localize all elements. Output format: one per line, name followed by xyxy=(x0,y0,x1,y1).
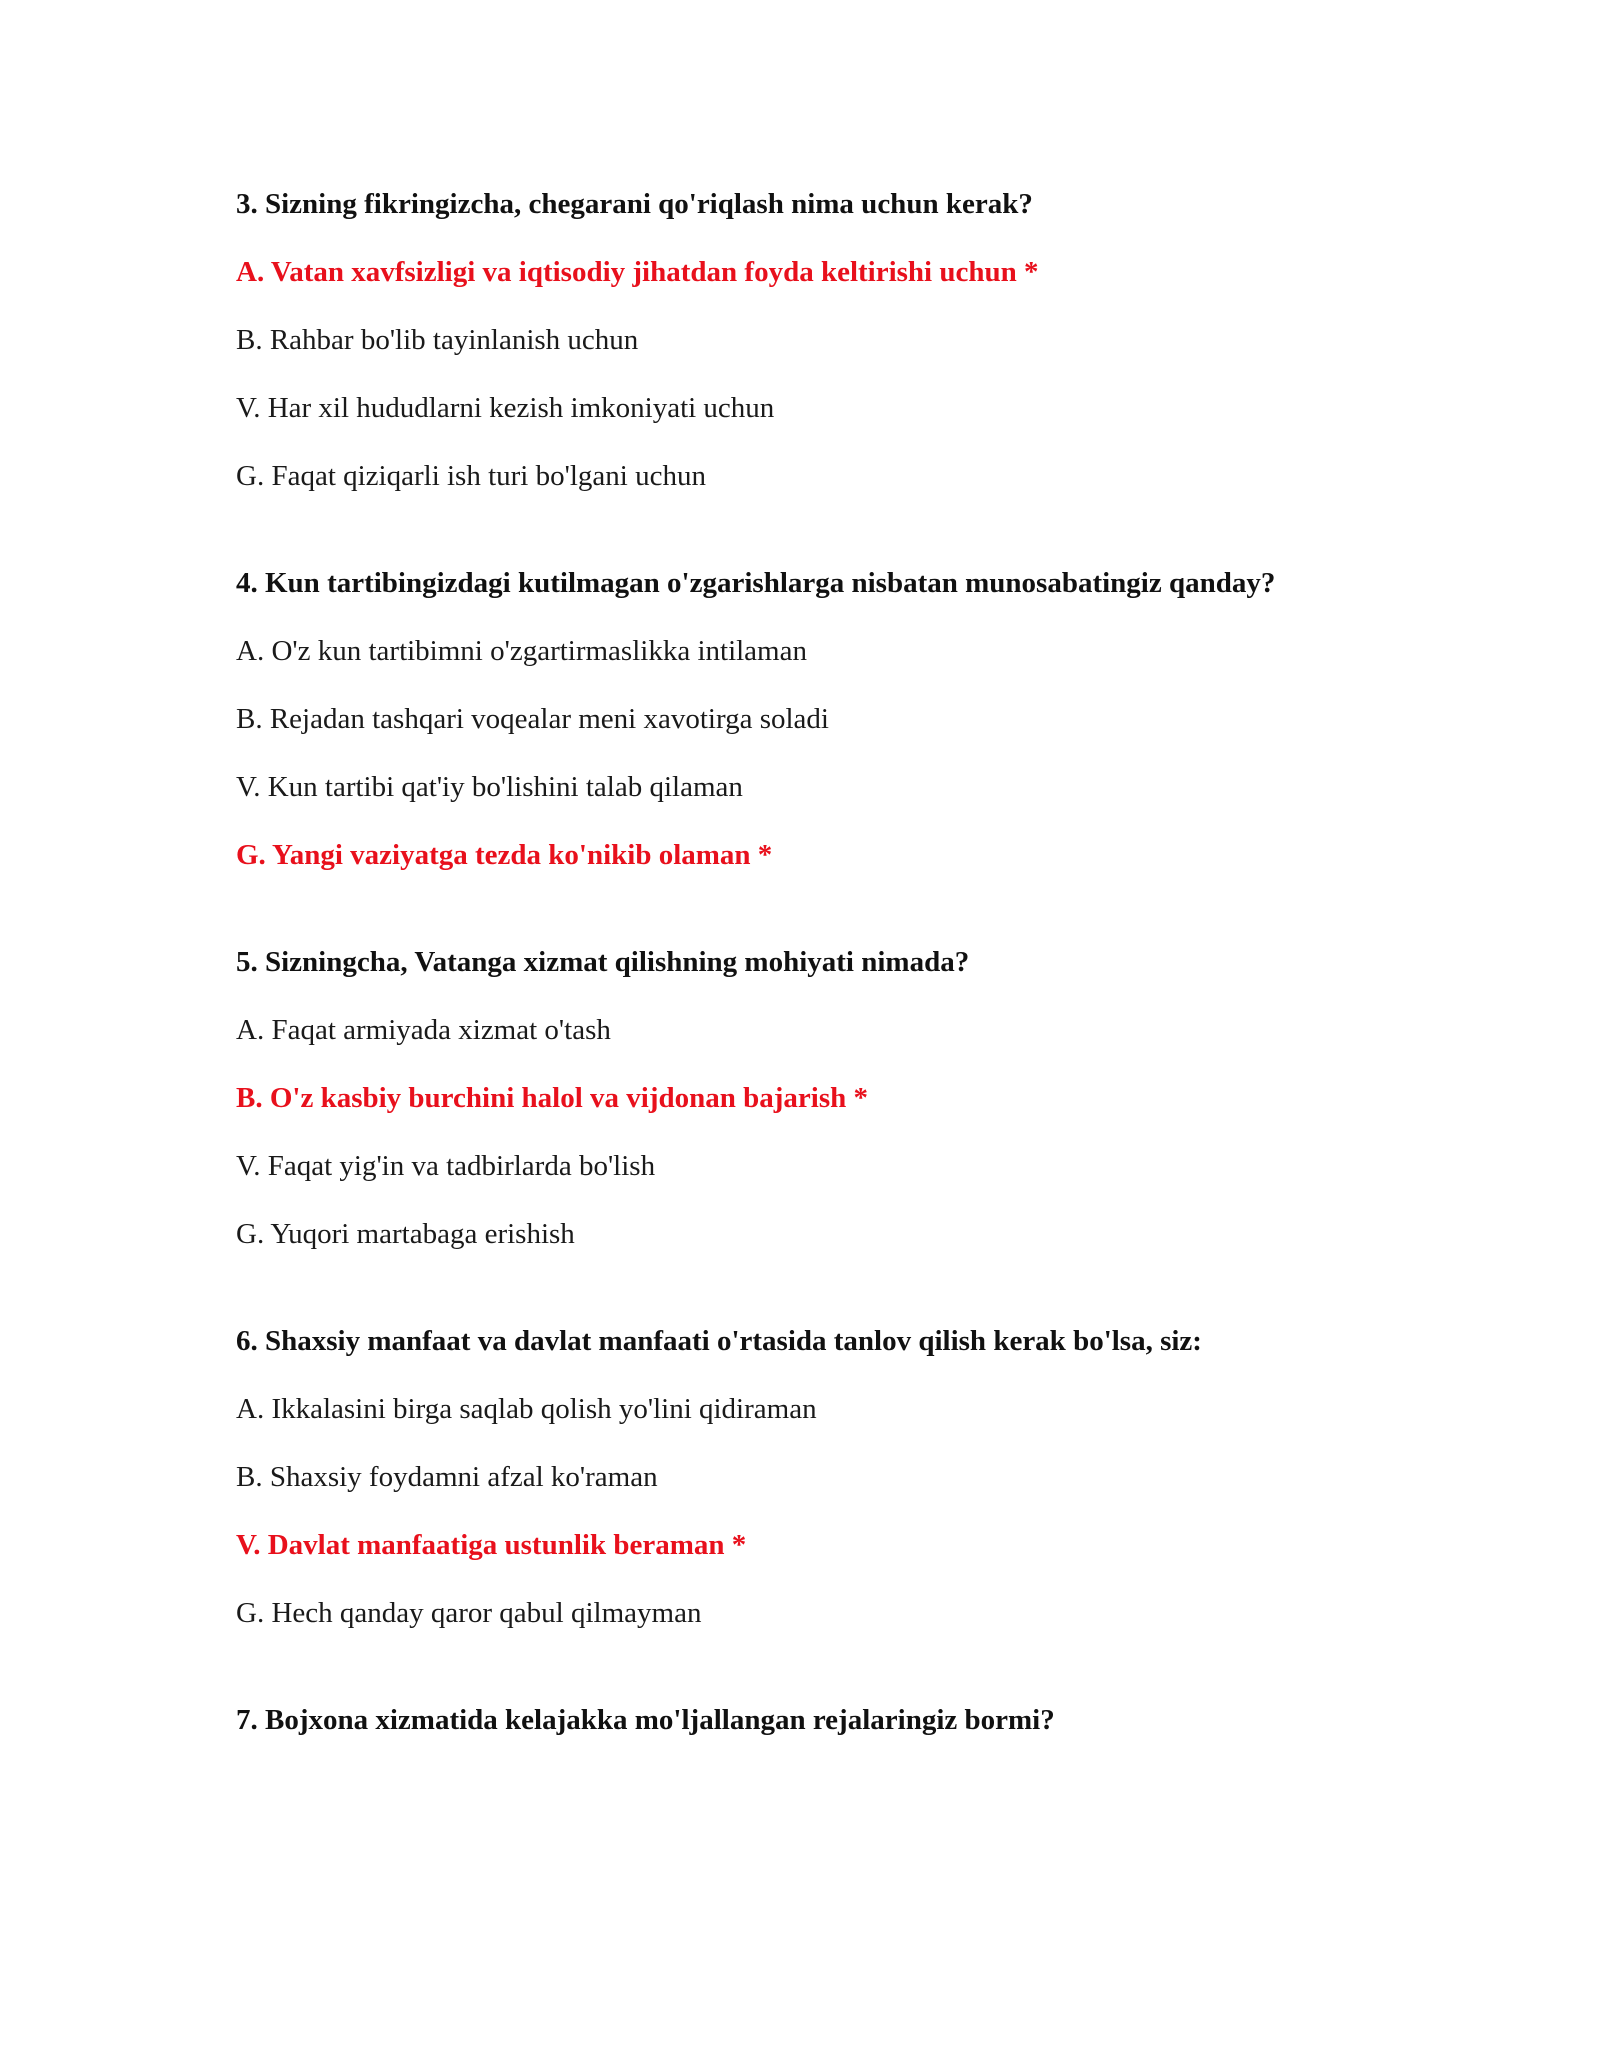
question-text: 4. Kun tartibingizdagi kutilmagan o'zgarishlarga nisbatan munosabatingiz qanday? xyxy=(236,567,1276,599)
question-text: 7. Bojxona xizmatida kelajakka mo'ljallangan rejalaringiz bormi? xyxy=(236,1704,1055,1736)
question-6 xyxy=(236,1321,1486,1633)
question-list xyxy=(236,184,1486,1807)
option-g: G. Yuqori martabaga erishish xyxy=(236,1218,575,1250)
question-text: 5. Sizningcha, Vatanga xizmat qilishning mohiyati nimada? xyxy=(236,946,970,978)
option-g: G. Hech qanday qaror qabul qilmayman xyxy=(236,1597,702,1629)
option-v: V. Kun tartibi qat'iy bo'lishini talab qilaman xyxy=(236,771,743,803)
option-b: B. Rejadan tashqari voqealar meni xavotirga soladi xyxy=(236,703,829,735)
option-v: V. Har xil hududlarni kezish imkoniyati uchun xyxy=(236,392,775,424)
question-text: 6. Shaxsiy manfaat va davlat manfaati o'rtasida tanlov qilish kerak bo'lsa, siz: xyxy=(236,1325,1202,1357)
question-3 xyxy=(236,184,1486,496)
question-text: 3. Sizning fikringizcha, chegarani qo'riqlash nima uchun kerak? xyxy=(236,188,1033,220)
option-a-correct: A. Vatan xavfsizligi va iqtisodiy jihatdan foyda keltirishi uchun * xyxy=(236,256,1039,288)
option-a: A. Faqat armiyada xizmat o'tash xyxy=(236,1014,611,1046)
option-b: B. Shaxsiy foydamni afzal ko'raman xyxy=(236,1461,658,1493)
question-5 xyxy=(236,942,1486,1254)
option-a: A. Ikkalasini birga saqlab qolish yo'lini qidiraman xyxy=(236,1393,817,1425)
option-a: A. O'z kun tartibimni o'zgartirmaslikka intilaman xyxy=(236,635,807,667)
option-g-correct: G. Yangi vaziyatga tezda ko'nikib olaman * xyxy=(236,839,773,871)
question-4 xyxy=(236,563,1486,875)
question-7 xyxy=(236,1700,1486,1740)
option-v: V. Faqat yig'in va tadbirlarda bo'lish xyxy=(236,1150,656,1182)
option-v-correct: V. Davlat manfaatiga ustunlik beraman * xyxy=(236,1529,747,1561)
option-b: B. Rahbar bo'lib tayinlanish uchun xyxy=(236,324,639,356)
option-g: G. Faqat qiziqarli ish turi bo'lgani uchun xyxy=(236,460,706,492)
option-b-correct: B. O'z kasbiy burchini halol va vijdonan bajarish * xyxy=(236,1082,868,1114)
